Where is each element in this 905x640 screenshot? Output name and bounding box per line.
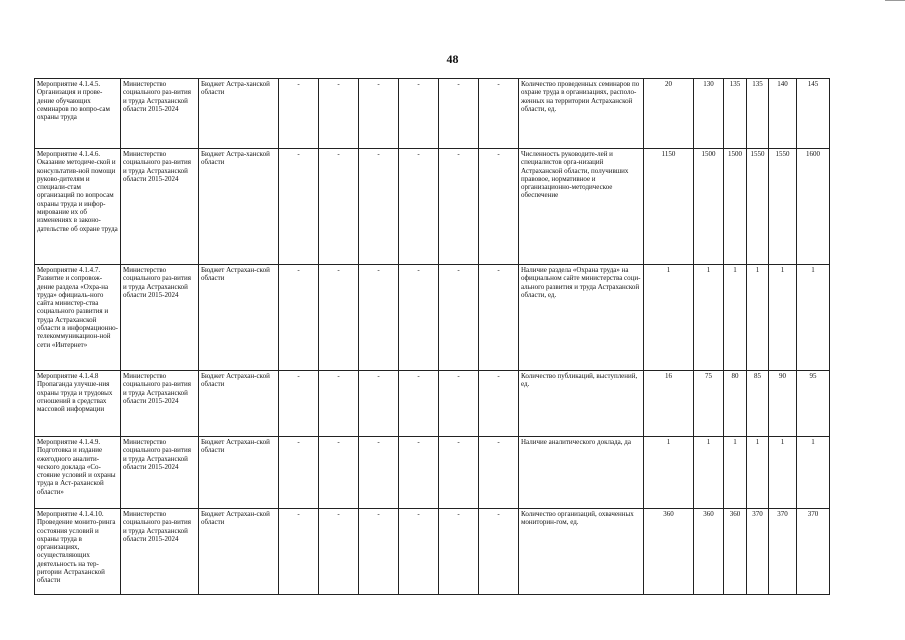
indicator-value: 1: [747, 265, 769, 371]
funding-source-cell: Бюджет Астрахан-ской области: [199, 509, 279, 595]
indicator-cell: Наличие аналитического доклада, да: [519, 437, 644, 509]
funding-cell: -: [479, 509, 519, 595]
indicator-value: 90: [769, 371, 797, 437]
funding-cell: -: [359, 149, 399, 265]
funding-cell: -: [479, 79, 519, 149]
indicator-cell: Количество проведенных семинаров по охране труда в организациях, располо-женных на территории Астраханской области, ед.: [519, 79, 644, 149]
funding-cell: -: [279, 509, 319, 595]
funding-cell: -: [359, 79, 399, 149]
indicator-value: 360: [644, 509, 694, 595]
indicator-value: 80: [724, 371, 747, 437]
funding-cell: -: [359, 437, 399, 509]
indicator-value: 370: [747, 509, 769, 595]
funding-cell: -: [479, 437, 519, 509]
funding-source-cell: Бюджет Астра-ханской области: [199, 149, 279, 265]
indicator-value: 370: [797, 509, 830, 595]
funding-cell: -: [399, 79, 439, 149]
indicator-value: 370: [769, 509, 797, 595]
indicator-value: 1: [769, 437, 797, 509]
indicator-cell: Наличие раздела «Охрана труда» на официальном сайте министерства соци-ального развития и труда Астраханской области, ед.: [519, 265, 644, 371]
funding-cell: -: [319, 437, 359, 509]
funding-source-cell: Бюджет Астрахан-ской области: [199, 371, 279, 437]
executor-cell: Министерство социального раз-вития и труда Астраханской области 2015-2024: [121, 79, 199, 149]
measure-cell: Мероприятие 4.1.4.5. Организация и прове-дение обучающих семинаров по вопро-сам охраны труда: [35, 79, 121, 149]
indicator-value: 1: [644, 265, 694, 371]
table-row: [35, 79, 830, 149]
indicator-value: 20: [644, 79, 694, 149]
table-row: [35, 265, 830, 371]
funding-cell: -: [319, 79, 359, 149]
funding-source-cell: Бюджет Астрахан-ской области: [199, 265, 279, 371]
executor-cell: Министерство социального раз-вития и труда Астраханской области 2015-2024: [121, 149, 199, 265]
funding-cell: -: [399, 509, 439, 595]
measure-cell: Мероприятие 4.1.4.9. Подготовка и издание ежегодного аналити-ческого доклада «Со-стояние условий и охраны труда в Аст-раханской области»: [35, 437, 121, 509]
executor-cell: Министерство социального раз-вития и труда Астраханской области 2015-2024: [121, 509, 199, 595]
indicator-value: 140: [769, 79, 797, 149]
funding-cell: -: [279, 371, 319, 437]
indicator-value: 16: [644, 371, 694, 437]
funding-cell: -: [279, 265, 319, 371]
indicator-value: 1500: [724, 149, 747, 265]
indicator-value: 95: [797, 371, 830, 437]
indicator-value: 135: [747, 79, 769, 149]
indicator-cell: Количество организаций, охваченных мониторин-гом, ед.: [519, 509, 644, 595]
funding-cell: -: [399, 149, 439, 265]
funding-source-cell: Бюджет Астрахан-ской области: [199, 437, 279, 509]
funding-cell: -: [279, 437, 319, 509]
funding-cell: -: [479, 265, 519, 371]
executor-cell: Министерство социального раз-вития и труда Астраханской области 2015-2024: [121, 265, 199, 371]
funding-cell: -: [319, 265, 359, 371]
funding-cell: -: [399, 371, 439, 437]
executor-cell: Министерство социального раз-вития и труда Астраханской области 2015-2024: [121, 437, 199, 509]
funding-cell: -: [319, 509, 359, 595]
funding-cell: -: [439, 79, 479, 149]
page-number: 48: [446, 52, 459, 66]
indicator-value: 85: [747, 371, 769, 437]
funding-cell: -: [319, 149, 359, 265]
indicator-value: 1550: [769, 149, 797, 265]
funding-cell: -: [439, 149, 479, 265]
funding-cell: -: [439, 265, 479, 371]
table-row: [35, 149, 830, 265]
funding-cell: -: [439, 437, 479, 509]
indicator-cell: Численность руководите-лей и специалистов орга-низаций Астраханской области, получивших правовое, нормативное и организационно-методическое обеспечение: [519, 149, 644, 265]
measure-cell: Мероприятие 4.1.4.7. Развитие и сопровож-дение раздела «Охра-на труда» официаль-ного сайта министер-ства социального развития и труда Астраханской области в информационно-телекоммуникацион-ной сети «Интернет»: [35, 265, 121, 371]
indicator-value: 1: [694, 265, 724, 371]
funding-cell: -: [359, 265, 399, 371]
indicator-value: 1600: [797, 149, 830, 265]
indicator-value: 1550: [747, 149, 769, 265]
funding-source-cell: Бюджет Астра-ханской области: [199, 79, 279, 149]
funding-cell: -: [399, 265, 439, 371]
funding-cell: -: [319, 371, 359, 437]
indicator-value: 135: [724, 79, 747, 149]
indicator-value: 1: [724, 437, 747, 509]
measure-cell: Мероприятие 4.1.4.6. Оказание методиче-ской и консультатив-ной помощи руково-дителям и специали-стам организаций по вопросам охраны труда и инфор-мирование их об изменениях в законо-дательстве об охране труда: [35, 149, 121, 265]
funding-cell: -: [479, 149, 519, 265]
funding-cell: -: [479, 371, 519, 437]
funding-cell: -: [279, 79, 319, 149]
indicator-value: 75: [694, 371, 724, 437]
indicator-value: 1150: [644, 149, 694, 265]
table-row: [35, 437, 830, 509]
funding-cell: -: [439, 371, 479, 437]
measure-cell: Мероприятие 4.1.4.10. Проведение монито-ринга состояния условий и охраны труда в организациях, осуществляющих деятельность на тер-ритории Астраханской области: [35, 509, 121, 595]
indicator-value: 360: [724, 509, 747, 595]
table-row: [35, 509, 830, 595]
funding-cell: -: [359, 509, 399, 595]
table-row: [35, 371, 830, 437]
indicator-cell: Количество публикаций, выступлений, ед.: [519, 371, 644, 437]
indicator-value: 1: [644, 437, 694, 509]
indicator-value: 360: [694, 509, 724, 595]
funding-cell: -: [439, 509, 479, 595]
measure-cell: Мероприятие 4.1.4.8 Пропаганда улучше-ния охраны труда и трудовых отношений в средствах массовой информации: [35, 371, 121, 437]
funding-cell: -: [279, 149, 319, 265]
indicator-value: 1: [724, 265, 747, 371]
indicator-value: 1: [797, 437, 830, 509]
indicator-value: 1: [797, 265, 830, 371]
program-measures-table: [34, 78, 830, 595]
indicator-value: 145: [797, 79, 830, 149]
executor-cell: Министерство социального раз-вития и труда Астраханской области 2015-2024: [121, 371, 199, 437]
indicator-value: 1: [694, 437, 724, 509]
indicator-value: 1500: [694, 149, 724, 265]
funding-cell: -: [399, 437, 439, 509]
indicator-value: 1: [769, 265, 797, 371]
funding-cell: -: [359, 371, 399, 437]
indicator-value: 1: [747, 437, 769, 509]
indicator-value: 130: [694, 79, 724, 149]
corner-mark: [885, 0, 905, 1]
